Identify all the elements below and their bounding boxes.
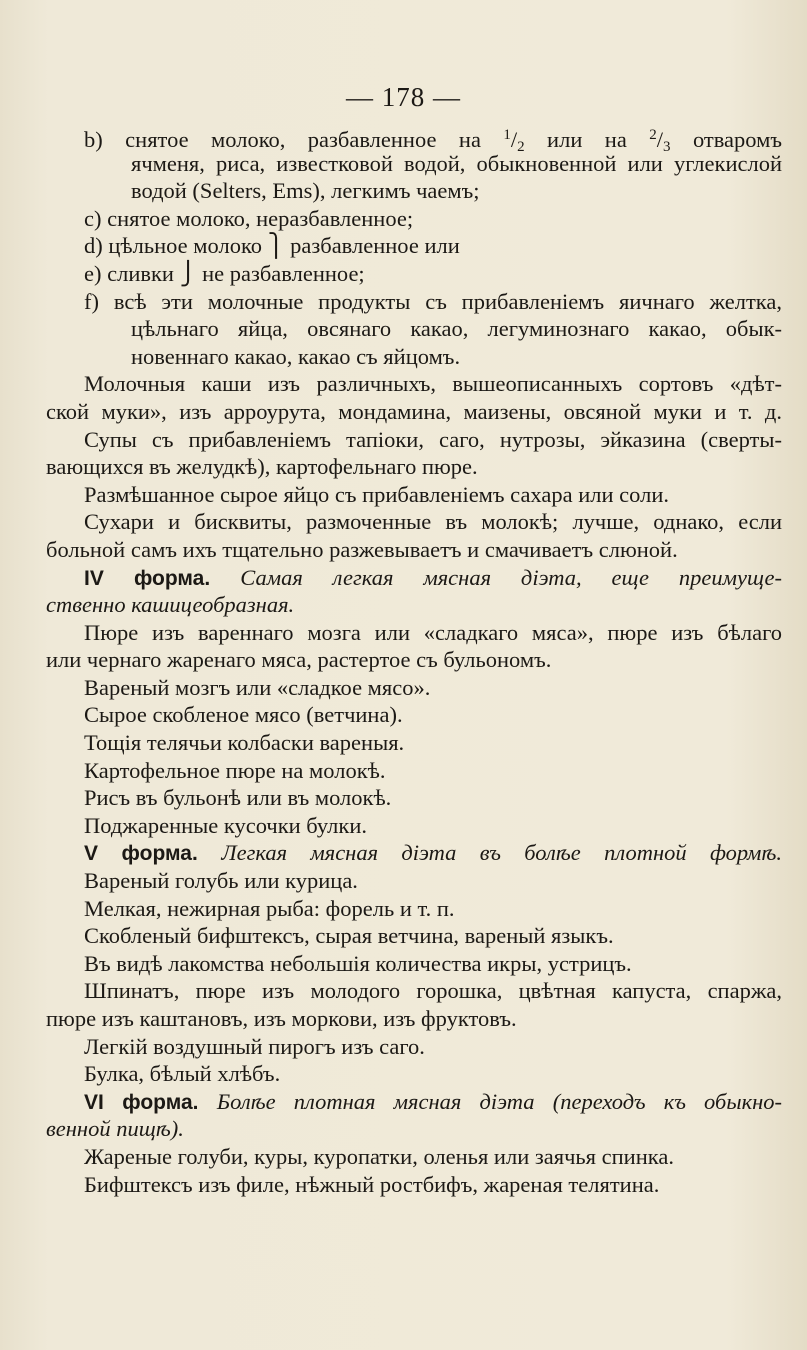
- text-fragment: Молочныя каши изъ различныхъ, вышеописанныхъ сортовъ «дѣт-: [84, 371, 782, 397]
- text-fragment: Поджаренные кусочки булки.: [84, 812, 367, 838]
- text-fragment: Бифштексъ изъ филе, нѣжный ростбифъ, жареная телятина.: [84, 1171, 660, 1197]
- text-line: [46, 481, 782, 509]
- text-fragment: Легкая мясная діэта въ болѣе плотной формѣ.: [221, 840, 782, 866]
- text-fragment: ственно кашицеобразная.: [46, 592, 295, 618]
- text-line: [46, 784, 782, 812]
- text-fragment: e) сливки ⎭ не разбавленное;: [84, 260, 365, 286]
- text-fragment: новеннаго какао, какао съ яйцомъ.: [131, 343, 461, 369]
- text-fragment: Скобленый бифштексъ, сырая ветчина, вареный языкъ.: [84, 923, 614, 949]
- text-fragment: c) снятое молоко, неразбавленное;: [84, 205, 414, 231]
- text-line: [46, 839, 782, 867]
- text-line: [46, 895, 782, 923]
- text-line: [46, 922, 782, 950]
- section-heading: VI форма.: [84, 1090, 217, 1114]
- text-fragment: f) всѣ эти молочные продукты съ прибавленіемъ яичнаго желтка,: [84, 288, 782, 314]
- text-fragment: Въ видѣ лакомства небольшія количества икры, устрицъ.: [84, 950, 632, 976]
- text-fragment: 2: [517, 139, 525, 155]
- text-fragment: или чернаго жаренаго мяса, растертое съ бульономъ.: [46, 647, 552, 673]
- text-line: [46, 867, 782, 895]
- section-heading: V форма.: [84, 842, 222, 866]
- text-line: [46, 343, 782, 371]
- text-line: [46, 508, 782, 536]
- text-line: [46, 1005, 782, 1033]
- text-line: [46, 398, 782, 426]
- text-fragment: Жареные голуби, куры, куропатки, оленья или заячья спинка.: [84, 1143, 674, 1169]
- text-line: [46, 701, 782, 729]
- text-fragment: или на: [524, 127, 650, 152]
- text-fragment: Болѣе плотная мясная діэта (переходъ къ обыкно-: [216, 1088, 782, 1114]
- section-heading: IV форма.: [84, 566, 241, 590]
- text-fragment: d) цѣльное молоко ⎫ разбавленное или: [84, 233, 460, 259]
- body-text: [46, 122, 782, 1198]
- text-fragment: отваромъ: [670, 127, 782, 152]
- text-line: [46, 205, 782, 233]
- text-line: [46, 1171, 782, 1199]
- text-fragment: /: [656, 127, 664, 152]
- text-fragment: Легкій воздушный пирогъ изъ саго.: [84, 1033, 425, 1059]
- text-fragment: Вареный мозгъ или «сладкое мясо».: [84, 674, 431, 700]
- text-fragment: Пюре изъ вареннаго мозга или «сладкаго мяса», пюре изъ бѣлаго: [84, 619, 782, 645]
- text-fragment: Картофельное пюре на молокѣ.: [84, 757, 386, 783]
- text-fragment: 2: [649, 127, 657, 143]
- text-line: [46, 950, 782, 978]
- text-fragment: Рисъ въ бульонѣ или въ молокѣ.: [84, 785, 392, 811]
- text-fragment: Вареный голубь или курица.: [84, 868, 358, 894]
- text-line: [46, 536, 782, 564]
- text-line: [46, 1088, 782, 1116]
- text-fragment: пюре изъ каштановъ, изъ моркови, изъ фруктовъ.: [46, 1006, 517, 1031]
- page-number: — 178 —: [346, 82, 461, 112]
- text-fragment: Сухари и бисквиты, размоченные въ молокѣ; лучше, однако, если: [84, 509, 782, 535]
- text-fragment: вающихся въ желудкѣ), картофельнаго пюре.: [46, 454, 478, 480]
- text-fragment: 1: [503, 127, 511, 143]
- text-line: [46, 232, 782, 260]
- text-fragment: Самая легкая мясная діэта, еще преимуще-: [240, 564, 782, 590]
- text-fragment: Тощія телячьи колбаски вареныя.: [84, 730, 405, 756]
- text-line: [46, 757, 782, 785]
- text-fragment: цѣльнаго яйца, овсянаго какао, легуминознаго какао, обык-: [131, 316, 782, 342]
- text-line: [46, 591, 782, 619]
- text-fragment: Размѣшанное сырое яйцо съ прибавленіемъ сахара или соли.: [84, 481, 669, 507]
- text-line: [46, 1033, 782, 1061]
- text-line: [46, 260, 782, 288]
- text-fragment: венной пищѣ).: [46, 1116, 184, 1142]
- text-fragment: Сырое скобленое мясо (ветчина).: [84, 702, 403, 728]
- text-fragment: Мелкая, нежирная рыба: форель и т. п.: [84, 895, 455, 921]
- text-fragment: ячменя, риса, известковой водой, обыкновенной или углекислой: [131, 150, 782, 176]
- text-line: [46, 1060, 782, 1088]
- text-line: [46, 729, 782, 757]
- text-fragment: Булка, бѣлый хлѣбъ.: [84, 1061, 281, 1087]
- text-fragment: больной самъ ихъ тщательно разжевываетъ и смачиваетъ слюной.: [46, 536, 678, 562]
- text-fragment: водой (Selters, Ems), легкимъ чаемъ;: [131, 178, 480, 204]
- text-line: [46, 646, 782, 674]
- text-line: [46, 370, 782, 398]
- text-line: [46, 564, 782, 592]
- text-line: [46, 177, 782, 205]
- text-fragment: /: [510, 127, 518, 152]
- text-fragment: b) снятое молоко, разбавленное на: [84, 127, 504, 152]
- text-line: [46, 977, 782, 1005]
- text-line: [46, 150, 782, 178]
- text-fragment: Супы съ прибавленіемъ тапіоки, саго, нутрозы, эйказина (сверты-: [84, 426, 782, 452]
- text-line: [46, 619, 782, 647]
- text-fragment: ской муки», изъ арроурута, мондамина, маизены, овсяной муки и т. д.: [46, 398, 782, 424]
- text-line: [46, 315, 782, 343]
- text-fragment: 3: [663, 139, 671, 155]
- text-line: [46, 1115, 782, 1143]
- text-line: [46, 1143, 782, 1171]
- text-line: [46, 288, 782, 316]
- text-line: [46, 122, 782, 155]
- text-fragment: Шпинатъ, пюре изъ молодого горошка, цвѣтная капуста, спаржа,: [84, 978, 782, 1004]
- text-line: [46, 453, 782, 481]
- text-line: [46, 426, 782, 454]
- text-line: [46, 812, 782, 840]
- text-line: [46, 674, 782, 702]
